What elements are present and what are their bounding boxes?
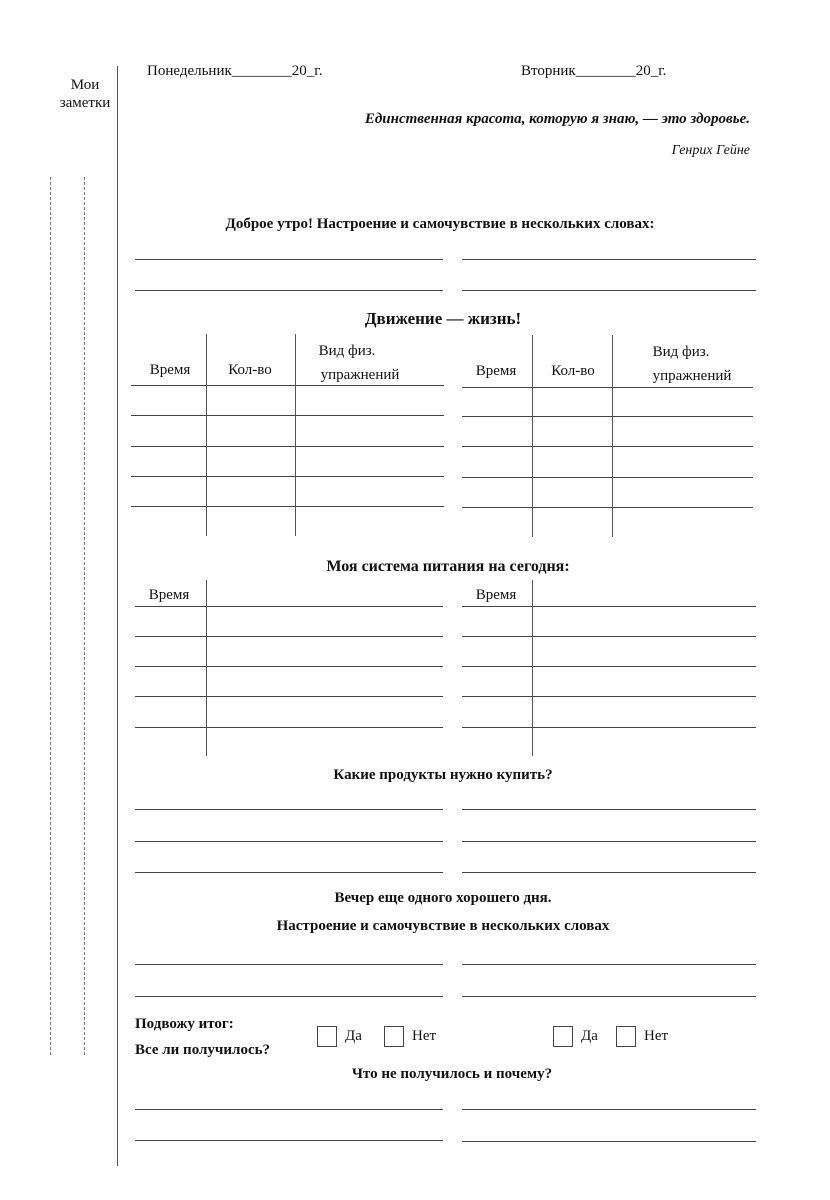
writing-line[interactable] [462, 964, 756, 965]
writing-line[interactable] [135, 996, 443, 997]
what-failed-title: Что не получилось и почему? [351, 1066, 553, 1082]
table-row-line[interactable] [131, 446, 444, 447]
writing-line[interactable] [135, 1140, 443, 1141]
table-row-line[interactable] [131, 506, 444, 507]
date-monday[interactable]: Понедельник________20_г. [147, 63, 323, 79]
checkbox-no-left[interactable] [384, 1026, 404, 1047]
checkbox-yes-left[interactable] [317, 1026, 337, 1047]
table-row-line [131, 385, 444, 386]
no-label: Нет [644, 1028, 669, 1044]
col-count: Кол-во [228, 362, 272, 378]
evening-title-2: Настроение и самочувствие в нескольких словах [276, 918, 610, 934]
checkbox-no-right[interactable] [616, 1026, 636, 1047]
writing-line[interactable] [135, 841, 443, 842]
date-tuesday[interactable]: Вторник________20_г. [521, 63, 667, 79]
table-row-line[interactable] [462, 696, 756, 697]
writing-line[interactable] [462, 996, 756, 997]
table-row-line[interactable] [131, 476, 444, 477]
writing-line[interactable] [462, 872, 756, 873]
notes-label-line1: Мои [70, 77, 100, 93]
table-row-line[interactable] [462, 416, 753, 417]
table-row-line[interactable] [462, 727, 756, 728]
table-row-line[interactable] [135, 636, 443, 637]
table-row-line[interactable] [462, 477, 753, 478]
writing-line[interactable] [462, 1109, 756, 1110]
col-type-2: упражнений [320, 367, 400, 383]
writing-line[interactable] [135, 259, 443, 260]
table-row-line [462, 387, 753, 388]
writing-line[interactable] [135, 809, 443, 810]
writing-line[interactable] [462, 290, 756, 291]
col-time: Время [475, 587, 517, 603]
table-row-line[interactable] [135, 696, 443, 697]
table-row-line[interactable] [462, 666, 756, 667]
summary-label: Подвожу итог: [135, 1016, 234, 1032]
col-time: Время [148, 587, 190, 603]
morning-title: Доброе утро! Настроение и самочувствие в нескольких словах: [225, 216, 655, 232]
writing-line[interactable] [135, 964, 443, 965]
yes-label: Да [345, 1028, 362, 1044]
notes-margin-line [84, 177, 85, 1055]
col-type-1: Вид физ. [652, 344, 710, 360]
writing-line[interactable] [462, 259, 756, 260]
quote-text: Единственная красота, которую я знаю, — это здоровье. [364, 111, 750, 127]
quote-author: Генрих Гейне [671, 143, 750, 158]
table-row-line[interactable] [135, 727, 443, 728]
writing-line[interactable] [462, 809, 756, 810]
writing-line[interactable] [462, 1141, 756, 1142]
shopping-title: Какие продукты нужно купить? [333, 767, 553, 783]
yes-label: Да [581, 1028, 598, 1044]
exercise-title: Движение — жизнь! [364, 309, 522, 328]
table-row-line[interactable] [462, 507, 753, 508]
writing-line[interactable] [135, 290, 443, 291]
table-row-line [462, 606, 756, 607]
table-row-line[interactable] [462, 446, 753, 447]
nutrition-title: Моя система питания на сегодня: [326, 558, 570, 575]
col-count: Кол-во [551, 363, 595, 379]
col-time: Время [475, 363, 517, 379]
table-row-line[interactable] [131, 415, 444, 416]
evening-title-1: Вечер еще одного хорошего дня. [334, 890, 552, 906]
col-time: Время [149, 362, 191, 378]
table-row-line[interactable] [135, 666, 443, 667]
checkbox-yes-right[interactable] [553, 1026, 573, 1047]
col-type-2: упражнений [652, 368, 732, 384]
writing-line[interactable] [135, 872, 443, 873]
col-type-1: Вид физ. [318, 343, 376, 359]
table-row-line [135, 606, 443, 607]
writing-line[interactable] [462, 841, 756, 842]
notes-margin-line [50, 177, 51, 1055]
margin-divider [117, 66, 118, 1166]
notes-label-line2: заметки [59, 95, 111, 111]
summary-question: Все ли получилось? [135, 1042, 271, 1058]
no-label: Нет [412, 1028, 437, 1044]
writing-line[interactable] [135, 1109, 443, 1110]
table-row-line[interactable] [462, 636, 756, 637]
